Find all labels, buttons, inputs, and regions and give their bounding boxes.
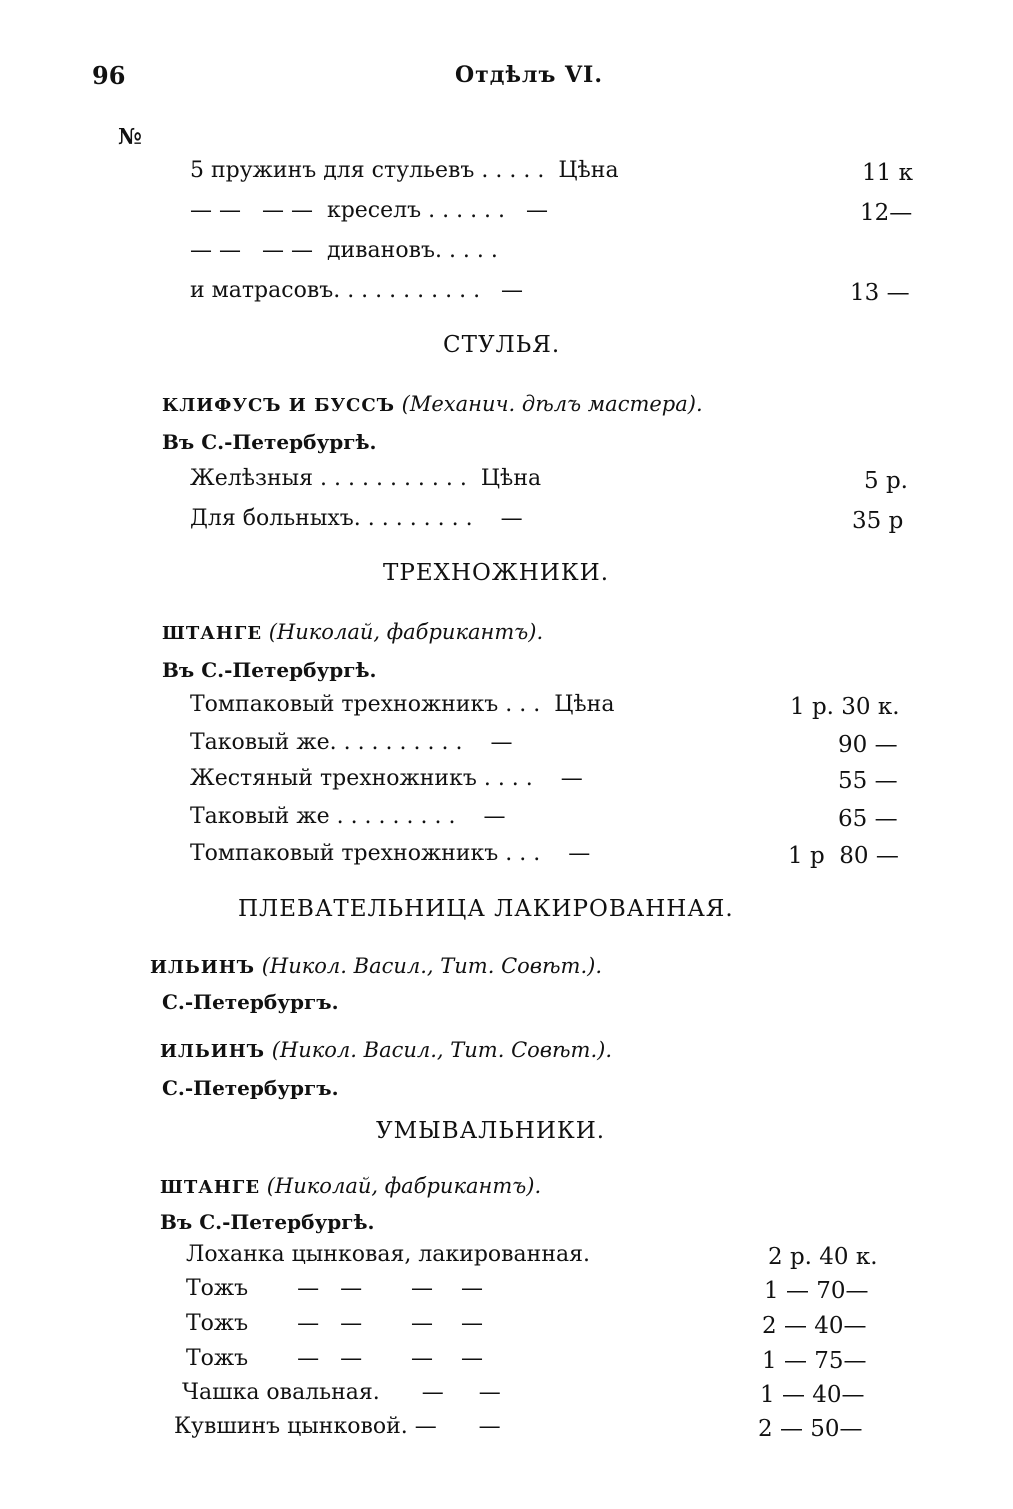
price: 1 — 40— xyxy=(760,1382,865,1408)
list-item: и матрасовъ. . . . . . . . . . . — xyxy=(190,278,524,303)
list-item: Для больныхъ. . . . . . . . . — xyxy=(190,506,523,531)
page-number: 96 xyxy=(92,61,126,90)
section-heading: ПЛЕВАТЕЛЬНИЦА ЛАКИРОВАННАЯ. xyxy=(238,896,734,922)
list-item: Томпаковый трехножникъ . . . Цѣна xyxy=(190,692,615,717)
maker-line xyxy=(160,1176,541,1197)
list-item: Кувшинъ цынковой. — — xyxy=(174,1414,501,1439)
list-item: — — — — дивановъ. . . . . xyxy=(190,238,498,263)
city: Въ С.-Петербургѣ. xyxy=(160,1210,375,1234)
price: 1 — 70— xyxy=(764,1278,869,1304)
maker-detail: (Николай, фабрикантъ). xyxy=(266,1174,542,1198)
price: 35 р xyxy=(852,508,904,534)
price: 2 р. 40 к. xyxy=(768,1244,878,1270)
list-item: Таковый же. . . . . . . . . . — xyxy=(190,730,513,755)
price: 11 к xyxy=(862,160,913,186)
running-head: Отдѣлъ VI. xyxy=(455,62,603,88)
maker-line xyxy=(150,956,602,977)
number-sign: № xyxy=(118,124,142,150)
price: 55 — xyxy=(838,768,898,794)
maker-detail: (Механич. дѣлъ мастера). xyxy=(401,392,703,416)
maker-line xyxy=(162,622,543,643)
price: 65 — xyxy=(838,806,898,832)
price: 2 — 50— xyxy=(758,1416,863,1442)
list-item: Желѣзныя . . . . . . . . . . . Цѣна xyxy=(190,466,542,491)
price: 2 — 40— xyxy=(762,1313,867,1339)
list-item: 5 пружинъ для стульевъ . . . . . Цѣна xyxy=(190,158,619,183)
section-heading: СТУЛЬЯ. xyxy=(443,332,561,358)
maker-name: ИЛЬИНЪ xyxy=(150,957,256,978)
maker-detail: (Никол. Васил., Тит. Совѣт.). xyxy=(261,954,602,978)
price: 1 р. 30 к. xyxy=(790,694,900,720)
price: 1 — 75— xyxy=(762,1348,867,1374)
city: С.-Петербургъ. xyxy=(162,990,339,1014)
section-heading: УМЫВАЛЬНИКИ. xyxy=(376,1118,606,1144)
price: 12— xyxy=(860,200,913,226)
maker-name: КЛИФУСЪ И БУССЪ xyxy=(162,395,395,416)
list-item: Чашка овальная. — — xyxy=(182,1380,501,1405)
price: 5 р. xyxy=(864,468,908,494)
list-item: Жестяный трехножникъ . . . . — xyxy=(190,766,583,791)
price: 1 р 80 — xyxy=(788,843,899,869)
list-item: Томпаковый трехножникъ . . . — xyxy=(190,841,591,866)
city: С.-Петербургъ. xyxy=(162,1076,339,1100)
list-item: Таковый же . . . . . . . . . — xyxy=(190,804,506,829)
list-item: Тожъ — — — — xyxy=(186,1276,484,1301)
price: 13 — xyxy=(850,280,910,306)
section-heading: ТРЕХНОЖНИКИ. xyxy=(383,560,610,586)
list-item: — — — — креселъ . . . . . . — xyxy=(190,198,549,223)
maker-name: ШТАНГЕ xyxy=(160,1177,261,1198)
maker-name: ШТАНГЕ xyxy=(162,623,263,644)
maker-line xyxy=(160,1040,612,1061)
city: Въ С.-Петербургѣ. xyxy=(162,658,377,682)
price: 90 — xyxy=(838,732,898,758)
list-item: Тожъ — — — — xyxy=(186,1311,484,1336)
list-item: Тожъ — — — — xyxy=(186,1346,484,1371)
maker-detail: (Никол. Васил., Тит. Совѣт.). xyxy=(271,1038,612,1062)
city: Въ С.-Петербургѣ. xyxy=(162,430,377,454)
maker-detail: (Николай, фабрикантъ). xyxy=(268,620,544,644)
maker-name: ИЛЬИНЪ xyxy=(160,1041,266,1062)
maker-line xyxy=(162,394,703,415)
list-item: Лоханка цынковая, лакированная. xyxy=(186,1242,590,1267)
